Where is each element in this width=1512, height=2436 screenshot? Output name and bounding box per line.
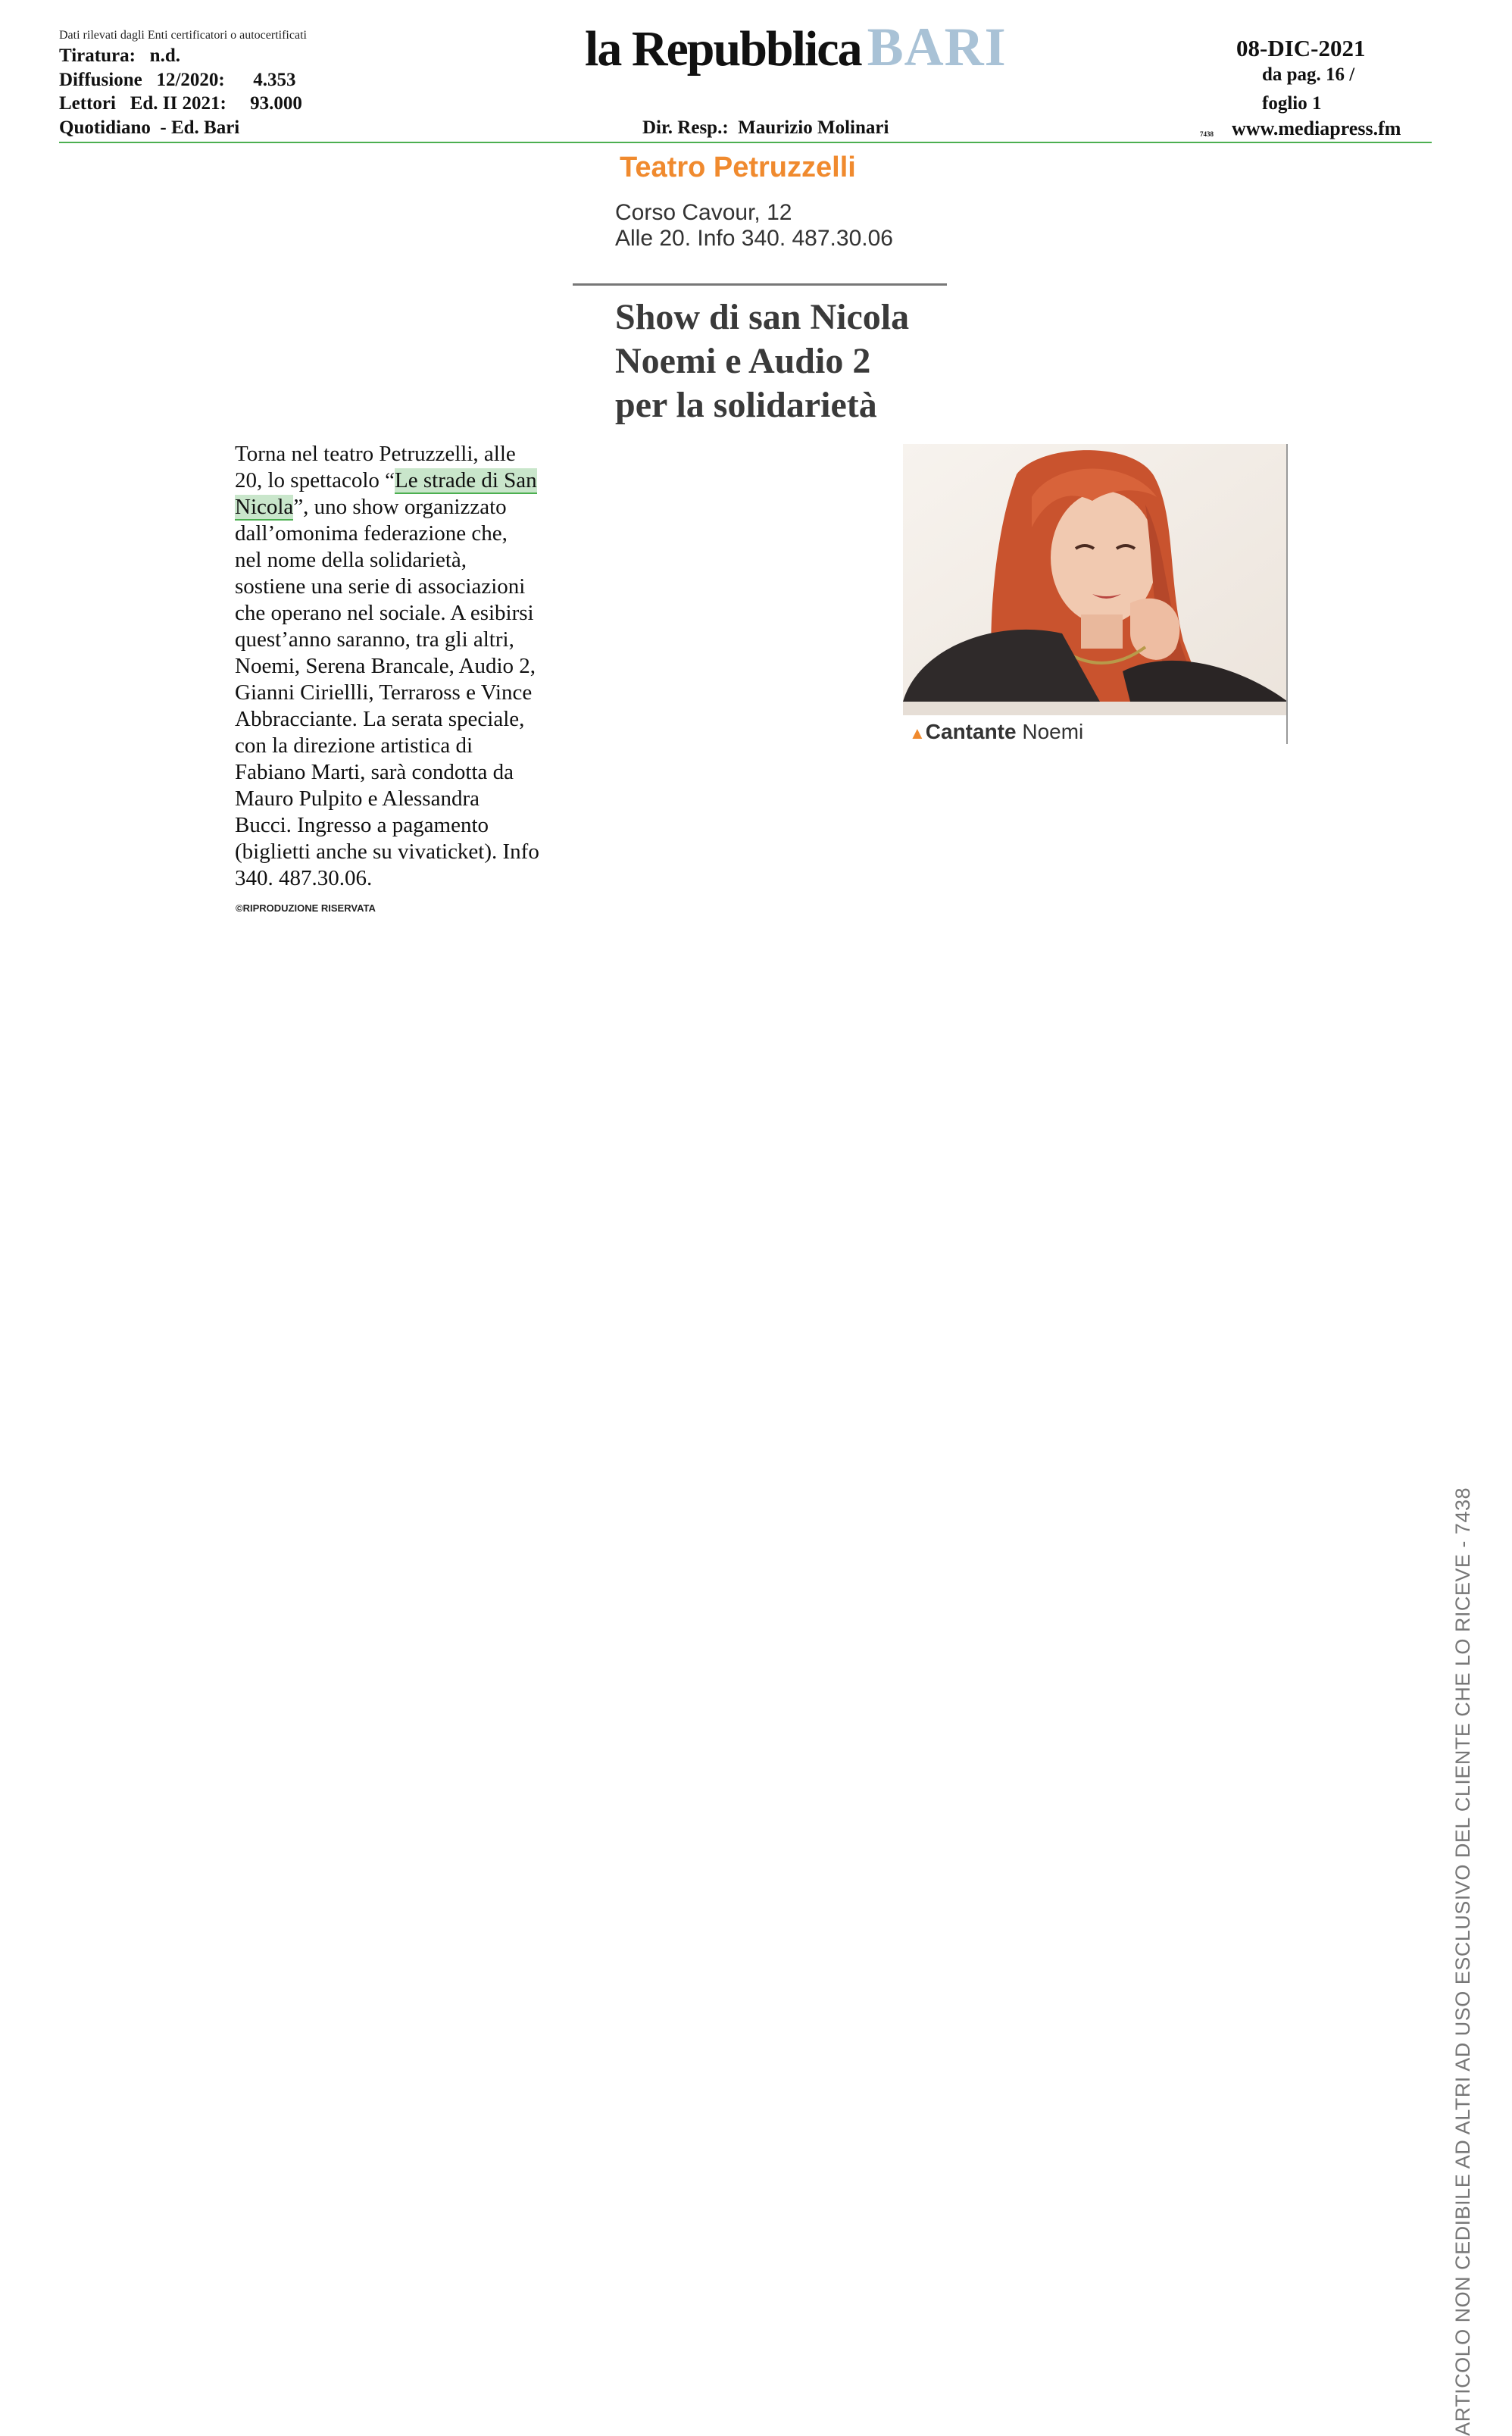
body-line: sostiene una serie di associazioni <box>235 574 526 599</box>
page-number: da pag. 16 / <box>1262 64 1355 85</box>
venue-info: Alle 20. Info 340. 487.30.06 <box>615 226 893 251</box>
body-line: Mauro Pulpito e Alessandra <box>235 786 480 811</box>
client-code: 7438 <box>1200 130 1214 138</box>
highlighted-title: Le strade di San <box>395 468 537 493</box>
body-line: (biglietti anche su vivaticket). Info <box>235 840 539 864</box>
venue-address: Corso Cavour, 12 <box>615 200 792 225</box>
body-line: dall’omonima federazione che, <box>235 521 508 546</box>
copyright-notice: ©RIPRODUZIONE RISERVATA <box>236 902 376 914</box>
diffusione: Diffusione 12/2020: 4.353 <box>59 70 296 90</box>
tiratura: Tiratura: n.d. <box>59 45 180 66</box>
portrait-illustration <box>903 444 1288 715</box>
body-line: Gianni Ciriellli, Terraross e Vince <box>235 680 533 705</box>
body-line: Torna nel teatro Petruzzelli, alle <box>235 442 516 466</box>
body-line <box>235 494 629 521</box>
masthead-logo <box>585 17 1007 77</box>
body-line: nel nome della solidarietà, <box>235 548 467 572</box>
body-line <box>235 467 629 494</box>
source-note: Dati rilevati dagli Enti certificatori o autocertificati <box>59 29 307 42</box>
body-line: Fabiano Marti, sarà condotta da <box>235 760 514 784</box>
watermark-text: ARTICOLO NON CEDIBILE AD ALTRI AD USO ESCLUSIVO DEL CLIENTE CHE LO RICEVE - 7438 <box>1451 1487 1474 2436</box>
masthead-name: la Repubblica <box>585 21 861 77</box>
header-divider <box>59 142 1432 143</box>
website-link[interactable]: www.mediapress.fm <box>1232 117 1401 139</box>
caption-name: Noemi <box>1022 720 1084 743</box>
body-line: quest’anno saranno, tra gli altri, <box>235 627 514 652</box>
article-body <box>235 441 629 892</box>
body-line: con la direzione artistica di <box>235 733 473 758</box>
director: Dir. Resp.: Maurizio Molinari <box>642 117 889 138</box>
venue-title: Teatro Petruzzelli <box>620 152 856 183</box>
watermark <box>1451 589 1474 2436</box>
publication-type: Quotidiano - Ed. Bari <box>59 117 240 138</box>
masthead-city: BARI <box>867 17 1007 77</box>
body-text: 20, lo spettacolo “ <box>235 468 395 493</box>
article-headline <box>615 296 964 427</box>
headline-line: Noemi e Audio 2 <box>615 341 871 381</box>
sheet-number: foglio 1 <box>1262 93 1322 114</box>
body-text: ”, uno show organizzato <box>293 495 507 519</box>
body-line: 340. 487.30.06. <box>235 866 373 890</box>
body-line: Noemi, Serena Brancale, Audio 2, <box>235 654 536 678</box>
highlighted-title: Nicola <box>235 495 294 519</box>
caption-label: Cantante <box>925 720 1017 743</box>
photo-caption <box>909 720 1083 744</box>
triangle-icon: ▲ <box>909 724 926 743</box>
headline-line: Show di san Nicola <box>615 297 910 337</box>
lettori: Lettori Ed. II 2021: 93.000 <box>59 93 302 114</box>
body-line: Bucci. Ingresso a pagamento <box>235 813 489 837</box>
body-line: che operano nel sociale. A esibirsi <box>235 601 534 625</box>
photo-border <box>1286 444 1288 744</box>
singer-photo <box>903 444 1288 715</box>
body-line: Abbracciante. La serata speciale, <box>235 707 525 731</box>
event-divider <box>573 283 947 286</box>
headline-line: per la solidarietà <box>615 385 877 425</box>
issue-date: 08-DIC-2021 <box>1236 35 1366 61</box>
